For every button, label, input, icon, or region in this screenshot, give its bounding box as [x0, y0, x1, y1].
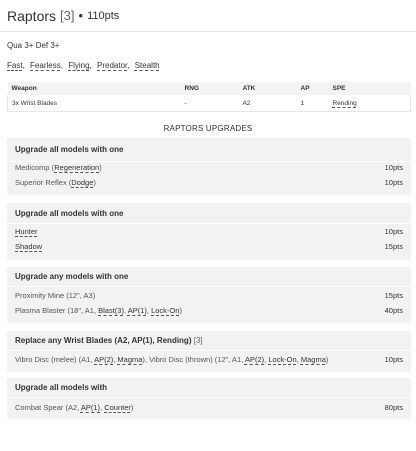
- upgrade-option-shadow[interactable]: [15, 240, 403, 252]
- weapon-spe: [329, 95, 411, 112]
- weapon-atk: A2: [239, 95, 297, 112]
- rule-regeneration[interactable]: Regeneration: [54, 162, 100, 172]
- rule-ap[interactable]: AP(2): [244, 354, 265, 364]
- upgrade-group: [7, 203, 411, 260]
- upgrade-option-plasma-blaster[interactable]: Plasma Blaster (18", A1, Blast(3), AP(1), Lock-On) 40pts: [15, 305, 403, 315]
- option-points: 15pts: [384, 290, 403, 300]
- col-ap: AP: [297, 82, 329, 95]
- divider: [7, 350, 411, 351]
- group-title: Replace any Wrist Blades (A2, AP(1), Rending) [3]: [15, 336, 203, 345]
- upgrade-option-medicomp[interactable]: Medicomp (Regeneration) 10pts: [15, 162, 403, 172]
- divider: [7, 397, 411, 398]
- option-points: 80pts: [384, 402, 403, 412]
- unit-points: 110pts: [87, 9, 120, 22]
- upgrade-group: [7, 138, 411, 195]
- weapons-header-row: [8, 82, 411, 95]
- rule-hunter[interactable]: Hunter: [15, 226, 38, 236]
- rule-lock-on[interactable]: Lock-On: [268, 354, 297, 364]
- unit-header: [0, 0, 416, 32]
- rule-shadow[interactable]: Shadow: [15, 241, 43, 251]
- table-row: [8, 95, 411, 112]
- col-weapon: Weapon: [8, 82, 181, 95]
- col-spe: SPE: [329, 82, 411, 95]
- weapon-ap: 1: [297, 95, 329, 112]
- upgrade-group: [7, 331, 411, 372]
- upgrade-option-hunter[interactable]: [15, 225, 403, 237]
- rule-magma[interactable]: Magma: [300, 354, 326, 364]
- upgrade-group: [7, 267, 411, 323]
- rule-blast[interactable]: Blast(3): [98, 305, 124, 315]
- quality-defense: Qua 3+ Def 3+: [7, 41, 60, 50]
- divider: [7, 223, 411, 224]
- group-title: Upgrade any models with one: [15, 272, 129, 281]
- option-points: 10pts: [384, 177, 403, 187]
- rule-magma[interactable]: Magma: [117, 354, 143, 364]
- rule-ap[interactable]: AP(1): [127, 305, 147, 315]
- weapons-table: [7, 82, 411, 112]
- special-rules: Fast, Fearless, Flying, Predator, Stealth: [7, 61, 160, 70]
- rule-counter[interactable]: Counter: [104, 402, 131, 412]
- weapon-name: 3x Wrist Blades: [8, 95, 181, 112]
- rule-lock-on[interactable]: Lock-On: [151, 305, 180, 315]
- upgrades-title: RAPTORS UPGRADES: [163, 124, 253, 133]
- unit-name: Raptors: [7, 7, 57, 24]
- upgrade-option-combat-spear[interactable]: Combat Spear (A2, AP(1), Counter) 80pts: [15, 402, 403, 412]
- rule-predator[interactable]: Predator: [97, 61, 128, 70]
- rule-ap[interactable]: AP(2): [94, 354, 114, 364]
- upgrade-option-superior-reflex[interactable]: Superior Reflex (Dodge) 10pts: [15, 177, 403, 187]
- upgrade-group: [7, 378, 411, 419]
- rule-dodge[interactable]: Dodge: [71, 177, 94, 187]
- option-points: 15pts: [384, 241, 403, 251]
- option-points: 10pts: [384, 226, 403, 236]
- upgrade-option-proximity-mine[interactable]: Proximity Mine (12", A3) 15pts: [15, 290, 403, 300]
- rule-flying[interactable]: Flying: [68, 61, 90, 70]
- group-title: Upgrade all models with one: [15, 145, 124, 154]
- col-atk: ATK: [239, 82, 297, 95]
- upgrade-option-vibro-disc[interactable]: Vibro Disc (melee) (A1, AP(2), Magma), Vibro Disc (thrown) (12", A1, AP(2), Lock-On, Magma) 10pts: [15, 354, 403, 364]
- separator-dot: •: [78, 8, 84, 23]
- col-rng: RNG: [181, 82, 239, 95]
- rule-ap[interactable]: AP(1): [80, 402, 101, 412]
- option-points: 10pts: [384, 162, 403, 172]
- rule-stealth[interactable]: Stealth: [134, 61, 160, 70]
- unit-size: [3]: [60, 8, 75, 23]
- rule-fearless[interactable]: Fearless: [30, 61, 61, 70]
- option-points: 40pts: [384, 305, 403, 315]
- group-title: Upgrade all models with one: [15, 209, 124, 218]
- divider: [7, 286, 411, 287]
- option-points: 10pts: [384, 354, 403, 364]
- group-title: Upgrade all models with: [15, 383, 108, 392]
- rule-fast[interactable]: Fast: [7, 61, 23, 70]
- weapon-rng: -: [181, 95, 239, 112]
- rule-rending[interactable]: Rending: [332, 99, 357, 107]
